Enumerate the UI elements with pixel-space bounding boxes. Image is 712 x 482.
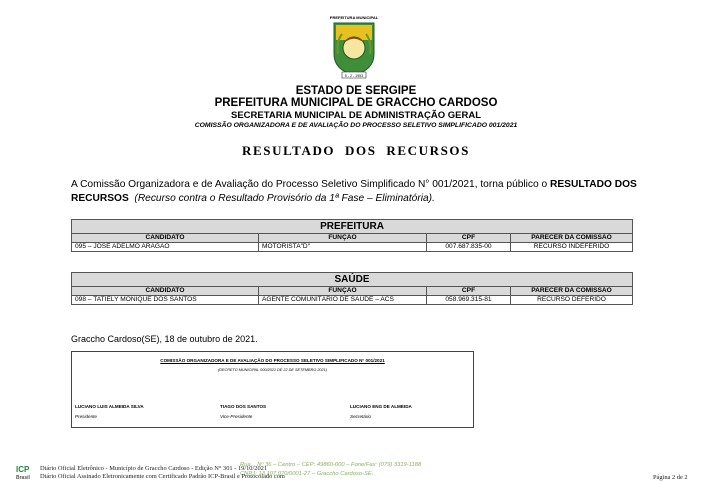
signatory-role: Vice-Presidente — [220, 414, 253, 419]
prefeitura-heading: PREFEITURA MUNICIPAL DE GRACCHO CARDOSO — [214, 97, 498, 109]
column-header: PARECER DA COMISSÃO — [511, 234, 633, 243]
page-number: Página 2 de 2 — [653, 474, 688, 481]
column-header: CPF — [427, 287, 511, 296]
cell-parecer: RECURSO INDEFERIDO — [511, 243, 633, 252]
signatory-name: LUCIANO ENG DE ALMEIDA — [350, 404, 412, 409]
icp-brasil-logo: ICP Brasil — [16, 465, 30, 481]
footer-text — [40, 465, 285, 481]
cell-cpf: 058.969.315-81 — [427, 296, 511, 305]
letterhead-address: Rua... Nº 36 – Centro – CEP: 49860-000 – Fone/Fax: (079) 3319-1188 — [240, 462, 422, 468]
intro-text: A Comissão Organizadora e de Avaliação do Processo Seletivo Simplificado N° 001/2021, torna público o — [71, 179, 551, 190]
table-row — [72, 243, 633, 252]
column-header: PARECER DA COMISSÃO — [511, 287, 633, 296]
state-heading: ESTADO DE SERGIPE — [295, 85, 417, 97]
comissao-heading: COMISSÃO ORGANIZADORA E DE AVALIAÇÃO DO PROCESSO SELETIVO SIMPLIFICADO 001/2021 — [194, 122, 518, 129]
intro-paragraph — [71, 178, 637, 206]
page-title: RESULTADO DOS RECURSOS — [242, 143, 470, 158]
crest-date: 5 - 2 - 1953 — [344, 73, 364, 78]
municipal-crest — [330, 14, 378, 80]
section-title-prefeitura: PREFEITURA — [72, 220, 633, 234]
cell-funcao: AGENTE COMUNITÁRIO DE SAÚDE – ACS — [259, 296, 427, 305]
column-header: FUNÇÃO — [259, 287, 427, 296]
date-line: Graccho Cardoso(SE), 18 de outubro de 2021. — [71, 334, 258, 344]
column-header: CANDIDATO — [72, 234, 259, 243]
signature-box-subtitle: (DECRETO MUNICIPAL 000/2021 DE 22 DE SETEMBRO 2021) — [217, 368, 328, 372]
cell-candidato: 095 – JOSÉ ADELMO ARAGÃO — [72, 243, 259, 252]
cell-funcao: MOTORISTA"D" — [259, 243, 427, 252]
signatory-role: Secretário — [350, 414, 371, 419]
column-header: CPF — [427, 234, 511, 243]
cell-cpf: 007.687.835-00 — [427, 243, 511, 252]
footer-line: Diário Oficial Assinado Eletronicamente com Certificado Padrão ICP-Brasil e Protocolado com — [40, 473, 285, 480]
intro-bold: RESULTADO DOS RECURSOS — [71, 179, 637, 204]
signatory-name: TIAGO DOS SANTOS — [220, 404, 267, 409]
crest-top-text: PREFEITURA MUNICIPAL — [330, 15, 378, 20]
signatory-role: Presidente — [75, 414, 97, 419]
section-title-saude: SAÚDE — [72, 273, 633, 287]
prefeitura-table — [71, 219, 633, 252]
signature-box — [71, 351, 474, 428]
column-header: CANDIDATO — [72, 287, 259, 296]
letterhead-cnpj: CNPJ: 13.107.070/0001-27 – Graccho Cardoso-SE. — [240, 471, 374, 477]
saude-table — [71, 272, 633, 305]
secretaria-heading: SECRETARIA MUNICIPAL DE ADMINISTRAÇÃO GERAL — [231, 110, 481, 121]
signatory-name: LUCIANO LUIS ALMEIDA SILVA — [75, 404, 144, 409]
intro-italic: (Recurso contra o Resultado Provisório da 1ª Fase – Eliminatória). — [134, 193, 435, 204]
column-header: FUNÇÃO — [259, 234, 427, 243]
cell-parecer: RECURSO DEFERIDO — [511, 296, 633, 305]
signature-box-title: COMISSÃO ORGANIZADORA E DE AVALIAÇÃO DO PROCESSO SELETIVO SIMPLIFICADO N° 001/2021 — [160, 358, 385, 363]
table-row — [72, 296, 633, 305]
cell-candidato: 098 – TATIELY MONIQUE DOS SANTOS — [72, 296, 259, 305]
footer-line: Diário Oficial Eletrônico - Município de Graccho Cardoso - Edição N° 301 - 19/10/2021 — [40, 465, 268, 472]
